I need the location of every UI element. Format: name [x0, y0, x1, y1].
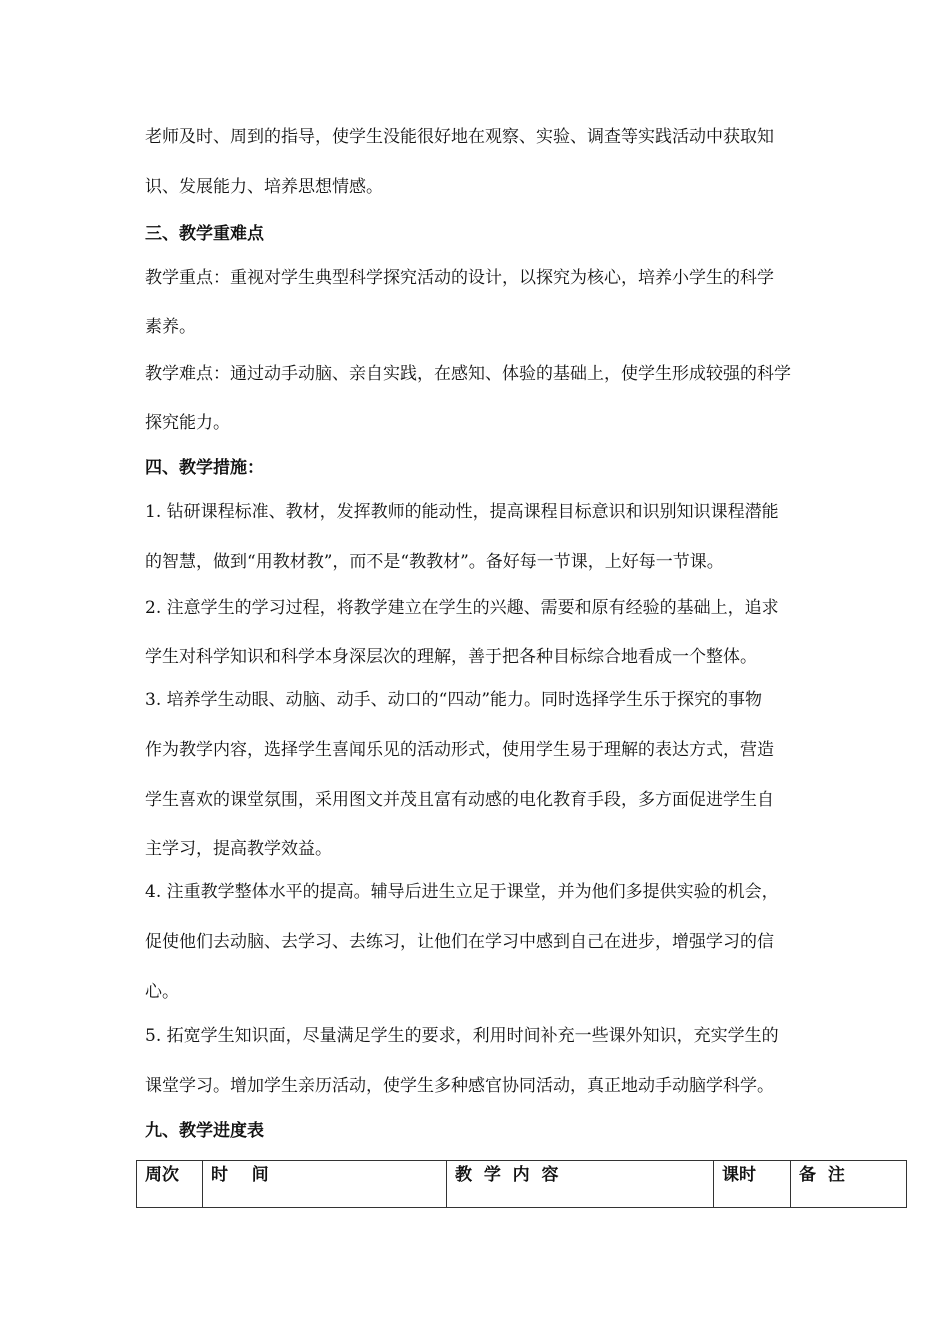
header-content: 教 学 内 容: [447, 1161, 714, 1208]
paragraph-line: 素养。: [145, 317, 196, 337]
paragraph-line: 主学习，提高教学效益。: [145, 839, 332, 859]
paragraph-line: 促使他们去动脑、去学习、去练习，让他们在学习中感到自己在进步，增强学习的信: [145, 932, 774, 952]
section-heading-schedule: 九、教学进度表: [145, 1121, 264, 1141]
list-item-5: 5. 拓宽学生知识面，尽量满足学生的要求，利用时间补充一些课外知识，充实学生的: [145, 1026, 779, 1046]
header-time: 时 间: [203, 1161, 447, 1208]
list-item-1: 1. 钻研课程标准、教材，发挥教师的能动性，提高课程目标意识和识别知识课程潜能: [145, 502, 779, 522]
paragraph-line: 学生对科学知识和科学本身深层次的理解，善于把各种目标综合地看成一个整体。: [145, 647, 757, 667]
paragraph-line: 老师及时、周到的指导，使学生没能很好地在观察、实验、调查等实践活动中获取知: [145, 127, 774, 147]
paragraph-line: 课堂学习。增加学生亲历活动，使学生多种感官协同活动，真正地动手动脑学科学。: [145, 1076, 774, 1096]
paragraph-line: 心。: [145, 982, 179, 1002]
paragraph-line: 学生喜欢的课堂氛围，采用图文并茂且富有动感的电化教育手段，多方面促进学生自: [145, 790, 774, 810]
paragraph-line: 作为教学内容，选择学生喜闻乐见的活动形式，使用学生易于理解的表达方式，营造: [145, 740, 774, 760]
list-item-2: 2. 注意学生的学习过程，将教学建立在学生的兴趣、需要和原有经验的基础上，追求: [145, 598, 779, 618]
paragraph-line: 教学重点：重视对学生典型科学探究活动的设计，以探究为核心，培养小学生的科学: [145, 268, 774, 288]
schedule-table: [136, 1160, 907, 1208]
header-notes: 备 注: [791, 1161, 907, 1208]
section-heading-key-points: 三、教学重难点: [145, 224, 264, 244]
paragraph-line: 探究能力。: [145, 413, 230, 433]
paragraph-line: 的智慧，做到“用教材教”，而不是“教教材”。备好每一节课，上好每一节课。: [145, 552, 724, 572]
header-hours: 课时: [714, 1161, 791, 1208]
paragraph-line: 识、发展能力、培养思想情感。: [145, 177, 383, 197]
paragraph-line: 教学难点：通过动手动脑、亲自实践，在感知、体验的基础上，使学生形成较强的科学: [145, 364, 791, 384]
table-header-row: [137, 1161, 907, 1208]
list-item-3: 3. 培养学生动眼、动脑、动手、动口的“四动”能力。同时选择学生乐于探究的事物: [145, 690, 763, 710]
list-item-4: 4. 注重教学整体水平的提高。辅导后进生立足于课堂，并为他们多提供实验的机会，: [145, 882, 779, 902]
section-heading-measures: 四、教学措施：: [145, 458, 264, 478]
header-week: 周次: [137, 1161, 203, 1208]
